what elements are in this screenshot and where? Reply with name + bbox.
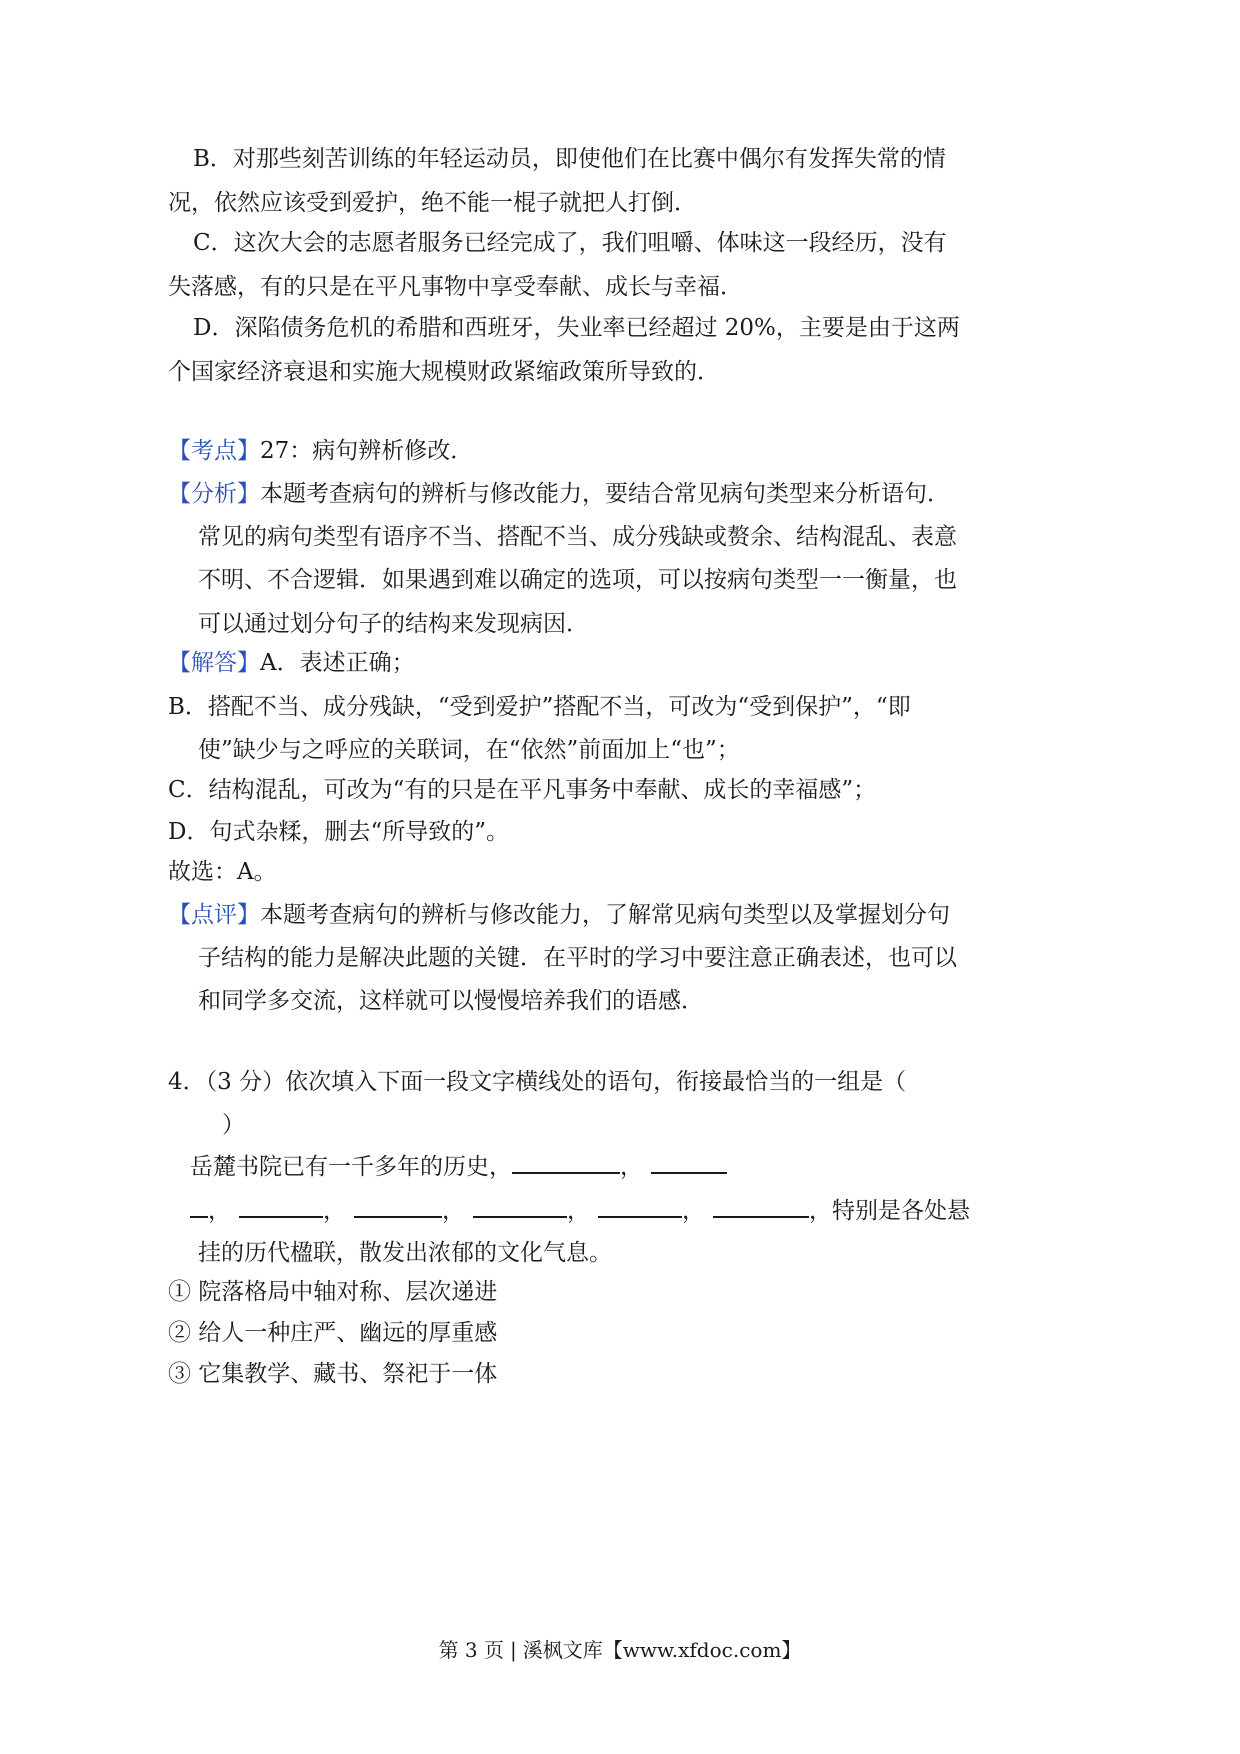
q4-stem-line-1: 4．（3 分）依次填入下面一段文字横线处的语句，衔接最恰当的一组是（: [168, 1069, 907, 1095]
jieda-a: A．表述正确；: [260, 650, 415, 676]
blank-2-end: [190, 1196, 208, 1218]
dianping-tag: 【点评】: [168, 902, 260, 928]
kaodian-text: 27：病句辨析修改．: [260, 438, 474, 464]
comma-3: ，: [323, 1198, 346, 1224]
blank-6: [598, 1196, 682, 1218]
page-footer: [0, 1636, 1240, 1664]
fenxi-row: [168, 479, 950, 509]
option-c-line-1: C．这次大会的志愿者服务已经完成了，我们咀嚼、体味这一段经历，没有: [193, 230, 947, 256]
comma-1: ，: [620, 1154, 643, 1180]
jieda-b-line-1: B．搭配不当、成分残缺，“受到爱护”搭配不当，可改为“受到保护”，“即: [168, 694, 911, 720]
dianping-line-2: 子结构的能力是解决此题的关键．在平时的学习中要注意正确表述，也可以: [198, 945, 957, 971]
option-b-line-2: 况，依然应该受到爱护，绝不能一棍子就把人打倒．: [168, 190, 697, 216]
jieda-b-line-2: 使”缺少与之呼应的关联词，在“依然”前面加上“也”；: [198, 737, 740, 763]
footer-site[interactable]: 溪枫文库【www.xfdoc.com】: [522, 1638, 802, 1662]
page-number: 第 3 页: [438, 1638, 505, 1662]
dianping-row: [168, 900, 950, 930]
q4-option-2: ② 给人一种庄严、幽远的厚重感: [168, 1320, 498, 1346]
passage-line-3: 挂的历代楹联，散发出浓郁的文化气息。: [198, 1240, 612, 1266]
fenxi-line-4: 可以通过划分句子的结构来发现病因．: [198, 611, 589, 637]
dianping-line-3: 和同学多交流，这样就可以慢慢培养我们的语感．: [198, 988, 704, 1014]
passage-mid-end: ，特别是各处悬: [809, 1198, 970, 1224]
comma-4: ，: [442, 1198, 465, 1224]
fenxi-line-1: 本题考查病句的辨析与修改能力，要结合常见病句类型来分析语句．: [260, 481, 950, 507]
blank-2-start: [651, 1152, 727, 1174]
guxuan: 故选：A。: [168, 859, 277, 885]
jieda-tag: 【解答】: [168, 650, 260, 676]
option-b-line-1: B．对那些刻苦训练的年轻运动员，即使他们在比赛中偶尔有发挥失常的情: [193, 146, 946, 172]
kaodian-row: [168, 436, 473, 466]
jieda-d: D．句式杂糅，删去“所导致的”。: [168, 819, 509, 845]
footer-separator: |: [510, 1638, 517, 1662]
passage-line-2: [190, 1196, 970, 1226]
blank-4: [354, 1196, 442, 1218]
comma-5: ，: [567, 1198, 590, 1224]
blank-1: [512, 1152, 620, 1174]
fenxi-line-2: 常见的病句类型有语序不当、搭配不当、成分残缺或赘余、结构混乱、表意: [198, 524, 957, 550]
dianping-line-1: 本题考查病句的辨析与修改能力，了解常见病句类型以及掌握划分句: [260, 902, 950, 928]
passage-line-1: [190, 1152, 727, 1182]
comma-6: ，: [682, 1198, 705, 1224]
fenxi-tag: 【分析】: [168, 481, 260, 507]
option-d-line-1: D．深陷债务危机的希腊和西班牙，失业率已经超过 20%，主要是由于这两: [193, 315, 960, 341]
option-c-line-2: 失落感，有的只是在平凡事物中享受奉献、成长与幸福．: [168, 274, 743, 300]
blank-3: [239, 1196, 323, 1218]
q4-option-3: ③ 它集教学、藏书、祭祀于一体: [168, 1361, 498, 1387]
blank-5: [473, 1196, 567, 1218]
blank-7: [713, 1196, 809, 1218]
comma-2: ，: [208, 1198, 231, 1224]
q4-stem-line-2: ）: [222, 1112, 245, 1138]
q4-option-1: ① 院落格局中轴对称、层次递进: [168, 1279, 498, 1305]
jieda-row: [168, 648, 415, 678]
option-d-line-2: 个国家经济衰退和实施大规模财政紧缩政策所导致的．: [168, 359, 720, 385]
fenxi-line-3: 不明、不合逻辑．如果遇到难以确定的选项，可以按病句类型一一衡量，也: [198, 567, 957, 593]
kaodian-tag: 【考点】: [168, 438, 260, 464]
passage-start: 岳麓书院已有一千多年的历史，: [190, 1154, 512, 1180]
jieda-c: C．结构混乱，可改为“有的只是在平凡事务中奉献、成长的幸福感”；: [168, 777, 877, 803]
